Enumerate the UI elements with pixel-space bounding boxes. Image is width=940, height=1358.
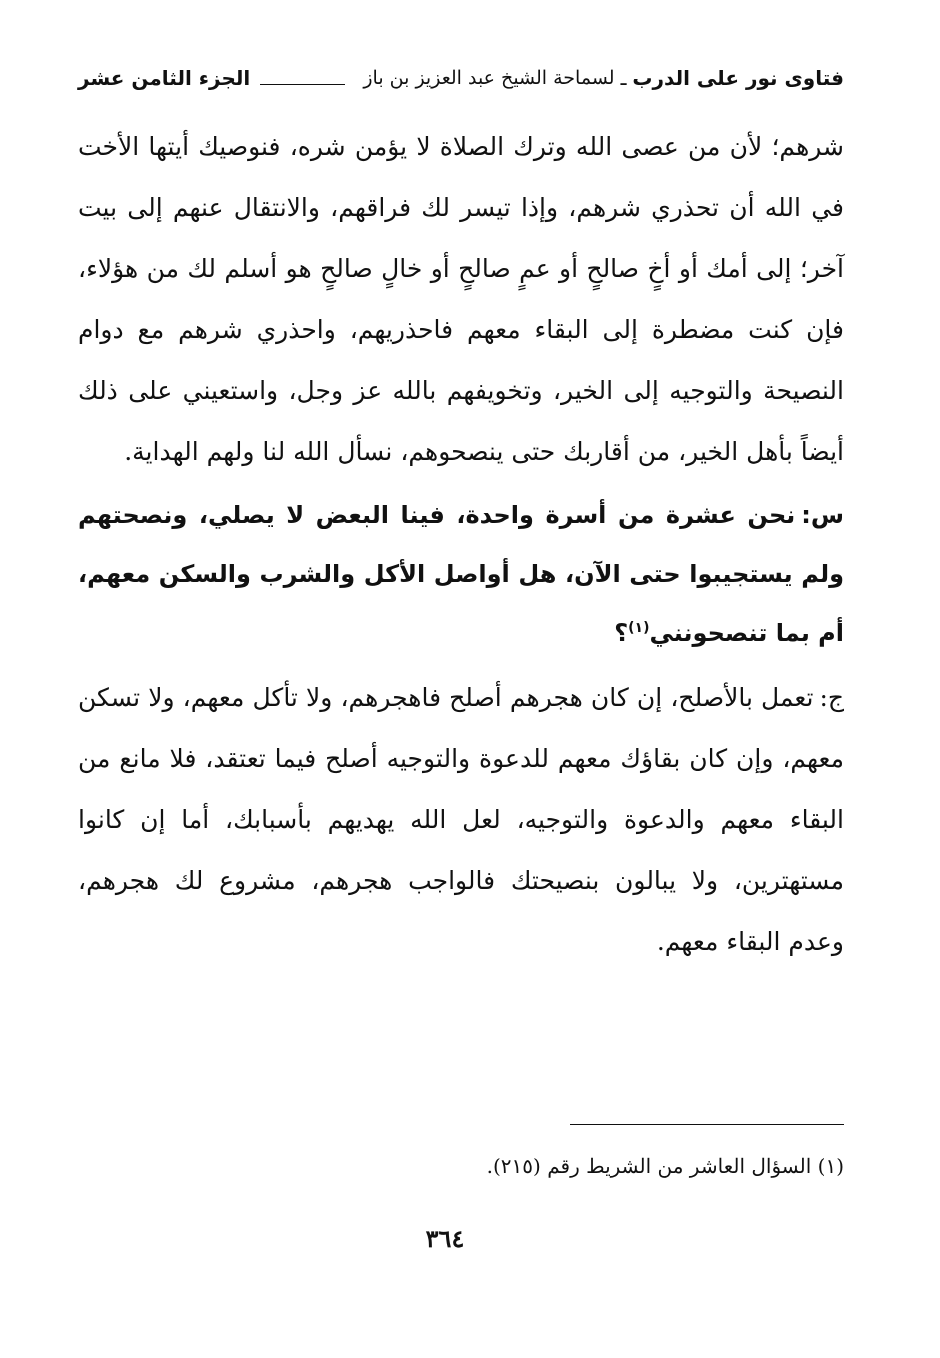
page-number: ٣٦٤: [425, 1224, 465, 1253]
footnote: (١) السؤال العاشر من الشريط رقم (٢١٥).: [486, 1154, 844, 1178]
answer: [78, 667, 844, 972]
header-separator: ـ: [620, 66, 627, 90]
paragraph-continued: شرهم؛ لأن من عصى الله وترك الصلاة لا يؤمن شره، فنوصيك أيتها الأخت في الله أن تحذري شرهم، وإذا تيسر لك فراقهم، والانتقال عنهم إلى بيت آخر؛ إلى أمك أو أخٍ صالحٍ أو عمٍ صالحٍ أو خالٍ صالحٍ هو أسلم لك من هؤلاء، فإن كنت مضطرة إلى البقاء معهم فاحذريهم، واحذري شرهم مع دوام النصيحة والتوجيه إلى الخير، وتخويفهم بالله عز وجل، واستعيني على ذلك أيضاً بأهل الخير، من أقاربك حتى ينصحوهم، نسأل الله لنا ولهم الهداية.: [78, 132, 844, 466]
running-header: [78, 58, 844, 98]
header-book-title: فتاوى نور على الدرب: [632, 66, 844, 90]
question-label: س:: [801, 501, 844, 529]
answer-label: ج:: [819, 683, 844, 712]
question-text: نحن عشرة من أسرة واحدة، فينا البعض لا يصلي، ونصحتهم ولم يستجيبوا حتى الآن، هل أواصل الأكل والشرب والسكن معهم، أم بما تنصحونني: [78, 501, 844, 647]
header-rule: [260, 84, 345, 85]
header-volume: الجزء الثامن عشر: [78, 66, 251, 90]
question-end-mark: ؟: [614, 619, 629, 647]
header-author: لسماحة الشيخ عبد العزيز بن باز: [363, 67, 615, 89]
footnote-reference: (١): [628, 620, 650, 636]
main-text: [78, 116, 844, 972]
footnote-rule: [570, 1124, 844, 1125]
question: [78, 486, 844, 663]
answer-text: تعمل بالأصلح، إن كان هجرهم أصلح فاهجرهم، ولا تأكل معهم، ولا تسكن معهم، وإن كان بقاؤك معهم للدعوة والتوجيه أصلح فيما تعتقد، فلا مانع من البقاء معهم والدعوة والتوجيه، لعل الله يهديهم بأسبابك، أما إن كانوا مستهترين، ولا يبالون بنصيحتك فالواجب هجرهم، مشروع لك هجرهم، وعدم البقاء معهم.: [78, 683, 844, 956]
